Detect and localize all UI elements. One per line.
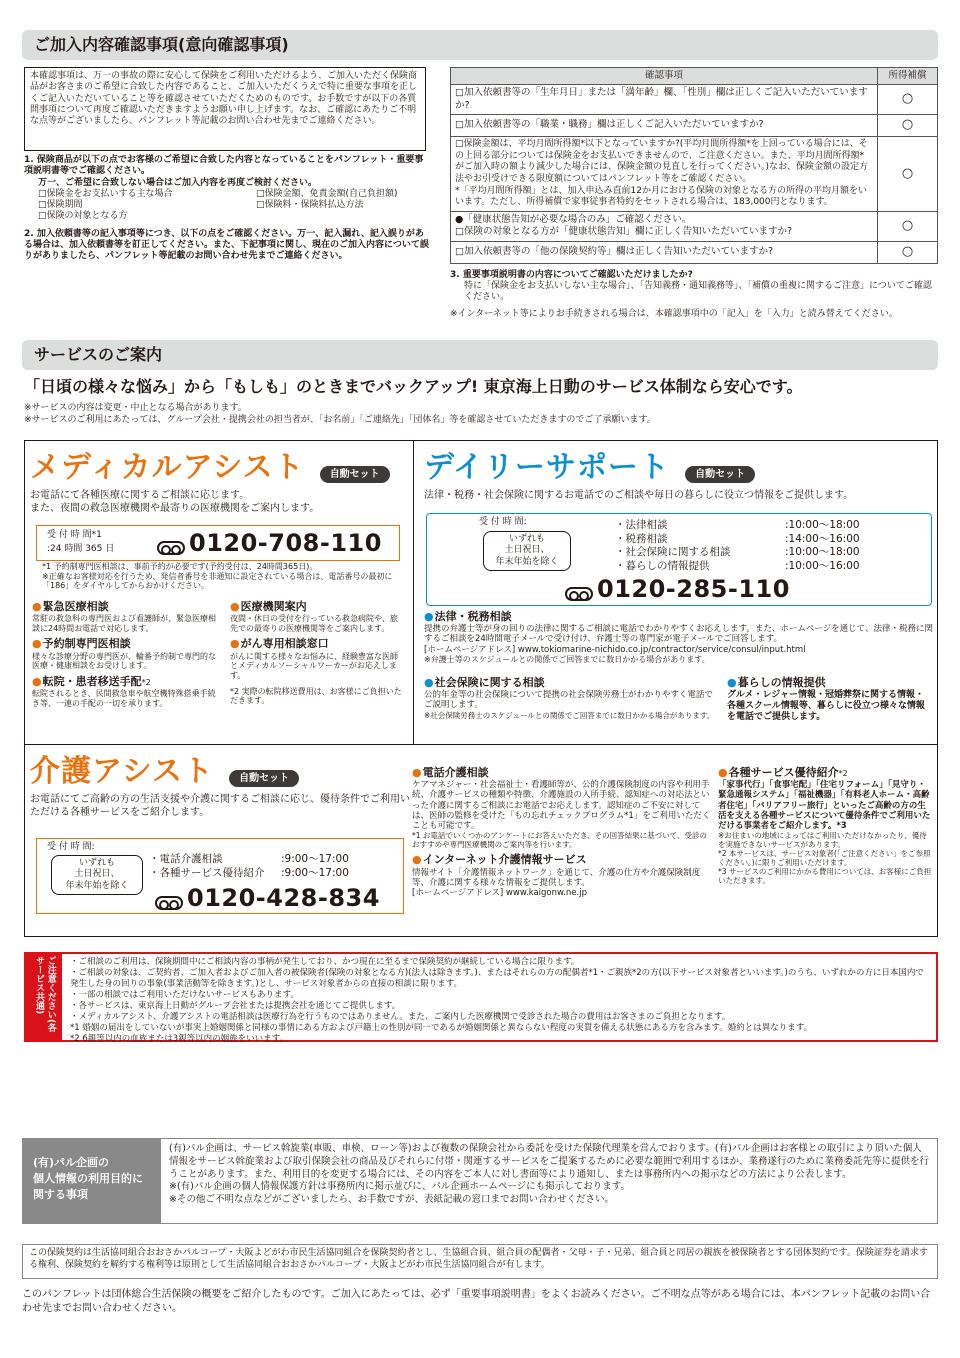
privacy-content [169,1143,931,1207]
medical-col-left [32,600,222,708]
medical-s1-body: 常駐の救急科の専門医および看護師が、緊急医療相談に24時間お電話で対応します。 [32,614,216,633]
item3-title: 3. 重要事項説明書の内容についてご確認いただけましたか? [450,269,693,280]
footer-pamphlet: このパンフレットは団体総合生活保険の概要をご紹介したものです。ご加入にあたっては、必ず「重要事項説明書」をよくお読みください。ご不明な点等がある場合には、本パンフレット記載のお問い合わせ先までお問い合わせください。 [22,1289,931,1314]
row-text: ●「健康状態告知が必要な場合のみ」ご確認ください。 □保険の対象となる方が「健康状態告知」欄に正しく告知いただいていますか? [451,212,878,242]
kaigo-line-name: ・電話介護相談 [149,853,223,865]
row-mark: ○ [878,241,938,263]
table-row [451,241,938,263]
medical-s3-body: 様々な診療分野の専門医が、輪番予約制で専門的な医療・健康相談をお受けします。 [32,651,216,671]
service-section-header: サービスのご案内 [22,340,938,370]
kaigo-hours-list [149,853,399,880]
freedial-icon [157,541,185,555]
caution-lines [70,957,932,1045]
medical-hours-box [36,525,400,561]
daily-title: デイリーサポート [424,450,670,485]
row-mark: ○ [878,85,938,115]
service-lead: 「日頃の様々な悩み」から「もしも」のときまでバックアップ! 東京海上日動のサービス体制なら安心です。 [24,377,803,396]
confirm-intro: 本確認事項は、万一の事故の際に安心して保険をご利用いただけるよう、ご加入いただく保険商品がお客さまのご希望に合致した内容であること、ご加入いただくうえで特に重要な事項を正しくご記入いただいていること等を確認させていただくためのものです。お手数ですが以下の各質問事項について再度ご確認いただきますようお願い申し上げます。なお、ご確認にあたりご不明な点等がございましたら、パンフレット等記載のお問い合わせ先までご連絡ください。 [30,71,418,126]
item1-title: 1. 保険商品が以下の点でお客様のご希望に合致した内容となっていることをパンフレット・重要事項説明書等でご確認ください。 [24,155,424,177]
table-row [451,136,938,211]
kaigo-assist [30,752,415,819]
daily-line-name: ・暮らしの情報提供 [615,559,710,572]
row-mark: ○ [878,212,938,242]
caution-line: ・ご相談のご利用は、保険期間中にご相談内容の事柄が発生しており、かつ現在に至るまで保険契約が継続している場合に限ります。 [70,957,580,967]
kaigo-line-time: :9:00〜17:00 [281,853,349,865]
check-item: □保険料・保険料払込方法 [256,200,364,210]
kaigo-s1-body: ケアマネジャー・社会福祉士・看護師等が、公的介護保険制度の内容や利用手続、介護サービスの種類や特徴、介護施設の入所手続、認知症への対応法といった介護に関するご相談にお電話でお応えします。認知症のご不安に対しては、医師の監修を受けた「もの忘れチェックプログラム*1」をご利用いただくことも可能です。 [412,780,711,832]
check-item: □保険金をお支払いする主な場合 [38,188,173,199]
row-mark: ○ [878,136,938,211]
privacy-box [22,1138,938,1224]
kaigo-line-time: :9:00〜17:00 [281,866,349,879]
col-header-item: 確認事項 [451,68,878,85]
medical-s1-title: ● 緊急医療相談 [32,600,222,614]
daily-auto-badge: 自動セット [685,466,755,483]
kaigo-s3-title: ● 各種サービス優待紹介 [718,766,839,779]
footer-contract-text: この保険契約は生活協同組合おおさかパルコープ・大阪よどがわ市民生活協同組合を保険契約者とし、生協組合員、組合員の配偶者・父母・子・兄弟、組合員と同居の親族を被保険者とする団体契約です。保険証券を請求する権利、保険契約を解約する権利等は原則として生活協同組合おおさかパルコープ・大阪よどがわ市民生活協同組合が有します。 [29,1248,928,1270]
kaigo-hours-label: 受 付 時 間: [47,842,95,852]
daily-line-name: ・税務相談 [615,532,668,545]
row-text: □保険金額は、平均月間所得額*以下となっていますか?(平均月間所得額*を上回っている場合には、その上回る部分については保険金をお支払いできませんので、ご注意ください。また、平均月間所得額*がご加入時の額より減少した場合には、保険金額の見直しを行ってください。)なお、保険金額の設定方法やお引受けできる限度額についてはパンフレット等をご確認ください。 *「平均月間所得額」とは、加入申込み直前12か月における保険の対象となる方の所得の平均月額をいいます。ただし、所得補償で家事従事者特約をセットされる場合は、183,000円となります。 [451,136,878,211]
caution-label: ご注意ください(各サービス共通) [34,956,56,1033]
medical-s5-mark: *2 [141,677,151,687]
privacy-label: (有)パル企画の 個人情報の利用目的に 関する事項 [23,1139,161,1223]
kaigo-auto-badge: 自動セット [229,770,299,787]
table-row [451,85,938,115]
daily-line-name: ・法律相談 [615,519,668,531]
daily-s2-title: ● 社会保険に関する相談 [424,676,719,690]
medical-desc: お電話にて各種医療に関するご相談に応じます。 また、夜間の救急医療機関や最寄りの医療機関をご案内します。 [30,490,320,514]
medical-hours-label: 受 付 時 間*1 [47,530,102,540]
kaigo-s1-title: ● 電話介護相談 [412,766,712,780]
daily-phone[interactable] [565,574,790,605]
kaigo-hours-except: いずれも 土日祝日、 年末年始を除く [51,855,143,895]
medical-s4-body: がんに関する様々なお悩みに、経験豊富な医師とメディカルソーシャルワーカーがお応えします。 [230,651,398,680]
table-row [451,212,938,242]
caution-line: ・各サービスは、東京海上日動がグループ会社または提携会社を通じてご提供します。 [70,1001,401,1012]
daily-hours-except: いずれも 土日祝日、 年末年始を除く [483,531,571,571]
daily-legal [424,610,934,664]
row-text: □加入依頼書等の「他の保険契約等」欄は正しく告知いただいていますか? [451,241,878,263]
daily-s3-title: ● 暮らしの情報提供 [727,676,932,690]
medical-s5-body: 転院されるとき、民間救急車や航空機特殊搭乗手続き等、一連の手配の一切を承ります。 [32,689,216,708]
check-item: □保険期間 [38,200,83,210]
confirm-items-left [24,155,429,262]
divider-horizontal [24,744,938,745]
service-note-1: ※サービスの内容は変更・中止となる場合があります。 [24,403,247,413]
footer-contract [22,1244,938,1279]
service-note-2: ※サービスのご利用にあたっては、グループ会社・提携会社の担当者が、「お名前」「ご連絡先」「団体名」等を確認させていただきますのでご了承願います。 [24,415,656,425]
privacy-note-1: ※(有)パル企画の個人情報保護方針は事務所内に掲示並びに、パル企画ホームページにも掲示しております。 [169,1181,630,1193]
row-mark: ○ [878,115,938,137]
medical-s2-title: ● 医療機関案内 [230,600,405,614]
row-text: □加入依頼書等の「生年月日」または「満年齢」欄、「性別」欄は正しくご記入いただいていますか? [451,85,878,115]
freedial-icon [565,587,593,601]
medical-s3-title: ● 予約制専門医相談 [32,637,222,651]
kaigo-tel[interactable]: 0120-428-834 [187,884,380,912]
daily-line-time: :10:00〜18:00 [785,519,860,531]
check-item: □保険の対象となる方 [38,211,128,222]
row-text: □加入依頼書等の「職業・職務」欄は正しくご記入いただいていますか? [451,115,878,137]
confirm-table [450,67,938,264]
kaigo-s3-body: 「家事代行」「食事宅配」「住宅リフォーム」「見守り・緊急通報システム」「福祉機器」「有料老人ホーム・高齢者住宅」「バリアフリー旅行」といったご高齢の方の生活を支える各種サービスについて優待条件でご利用いただける事業者をご紹介します。*3 [718,780,931,832]
medical-s5-title: ● 転院・患者移送手配 [32,675,142,688]
divider-vertical [413,440,414,744]
daily-s1-title: ● 法律・税務相談 [424,610,934,624]
confirm-table-wrap [450,67,938,321]
daily-support [424,448,934,502]
daily-hours-label: 受 付 時 間: [479,517,527,527]
table-header-row [451,68,938,85]
daily-s2-note: ※社会保険労務士のスケジュールとの関係でご回答までに数日かかる場合があります。 [424,710,715,720]
medical-s5-note: *2 実際の転院移送費用は、お客様にご負担いただきます。 [230,686,402,706]
daily-s1-body: 提携の弁護士等が身の回りの法律に関するご相談に電話でわかりやすくお応えします。また、ホームページを通じて、法律・税務に関するご相談を24時間電子メールで受け付け、弁護士等の専門家が電子メールでご回答します。 [424,624,933,645]
kaigo-s2-title: ● インターネット介護情報サービス [412,853,712,867]
item2: 2. 加入依頼書等の記入事項等につき、以下の点をご確認ください。万一、記入漏れ、記入誤りがある場合は、加入依頼書等を訂正してください。また、下記事項に関し、現在のご加入内容について誤りがありましたら、パンフレット等記載のお問い合わせ先までご連絡ください。 [24,228,429,261]
kaigo-s1-note: *1 お電話でいくつかのアンケートにお答えいただき、その回答結果に基づいて、受診のおすすめや専門医療機関のご案内等を行います。 [412,831,708,850]
privacy-body: (有)パル企画は、サービス斡旋業(車販、車検、ローン等)および複数の保険会社から委託を受けた保険代理業を営んでおります。(有)パル企画はお客様との取引により頂いた個人情報をサービス斡旋業および取引保険会社の商品及びそれらに付帯・関連するサービスをご提案するために必要な範囲で利用するほか、業務遂行のために業務委託先等に提供を行うことがあります。また、利用目的を変更する場合には、その内容をご本人に対し書面等により通知し、または事務所内への掲示などの方法により公表します。 [169,1143,930,1180]
caution-line: *1 婚姻の届出をしていないが事実上婚姻関係と同様の事情にある方および戸籍上の性別が同一であるが婚姻関係と異ならない程度の実質を備える状態にある方を含みます。婚約とは異なります。 [70,1023,813,1034]
col-header-income: 所得補償 [878,68,938,85]
daily-s1-url[interactable]: [ホームページアドレス] www.tokiomarine-nichido.co.jp/contractor/service/consul/input.html [424,644,806,655]
kaigo-s2-body: 情報サイト「介護情報ネットワーク」を通じて、介護の仕方や介護保険制度等、介護に関する様々な情報をご提供します。 [412,867,701,888]
medical-title: メディカルアシスト [30,450,305,485]
item1-checklist [24,189,429,223]
caution-line: *2 6親等以内の血族または3親等以内の姻族をいいます。 [70,1034,288,1045]
caution-line: ・一部の相談ではご利用いただけないサービスもあります。 [70,990,299,1001]
daily-line-time: :14:00〜16:00 [785,532,860,545]
medical-col-right [230,600,405,706]
medical-hours: :24 時間 365 日 [47,544,115,554]
daily-social [424,676,719,720]
kaigo-s2-url[interactable]: [ホームページアドレス] www.kaigonw.ne.jp [412,887,587,898]
medical-tel-notes: *1 予約制専門医相談は、事前予約が必要です(予約受付は、24時間365日)。 ※正確なお客様対応を行うため、発信者番号を非通知に設定されている場合は、電話番号の最初に「186」をダイヤルしてからおかけください。 [42,562,393,591]
daily-hours-box [426,513,932,606]
confirm-intro-box [24,67,426,151]
daily-tel[interactable]: 0120-285-110 [597,575,790,603]
caution-line: ・ご相談の対象は、ご契約者、ご加入者およびご加入者の被保険者(保険の対象となる方)(法人は除きます。)、またはそれらの方の配偶者*1・ご親族*2の方(以下サービス対象者といいます。)のうち、いずれかの方に日本国内で発生した身の回りの事象(事業活動等を除きます。)とし、サービス対象者からの直接の相談に限ります。 [70,968,924,990]
kaigo-s3-notes: ※お住まいの地域によってはご利用いただけなかったり、優待を実施できないサービスがあります。 *2 本サービスは、サービス対象者(「ご注意ください」をご参照ください。)に限りご利用いただけます。 *3 サービスのご利用にかかる費用については、お客様にご負担いただきます。 [718,831,932,886]
item1-sub: 万一、ご希望に合致しない場合はご加入内容を再度ご検討ください。 [38,177,318,188]
check-item: □保険金額、免責金額(自己負担額) [256,188,398,199]
kaigo-title: 介護アシスト [30,754,214,789]
daily-s3-body: グルメ・レジャー情報・冠婚葬祭に関する情報・各種スクール情報等、暮らしに役立つ様々な情報を電話でご提供します。 [727,690,925,722]
kaigo-line-name: ・各種サービス優待紹介 [149,866,265,879]
kaigo-s3-mark: *2 [838,769,848,778]
kaigo-col-right [718,766,934,885]
daily-desc: 法律・税務・社会保険に関するお電話でのご相談や毎日の暮らしに役立つ情報をご提供します。 [424,490,854,501]
caution-line: ・メディカルアシスト、介護アシストの電話相談は医療行為を行うものではありません。また、ご案内した医療機関で受診された場合の費用はお客さまのご負担となります。 [70,1012,731,1023]
privacy-note-2: ※その他ご不明な点などがございましたら、お手数ですが、表紙記載の窓口までお問い合わせください。 [169,1194,614,1206]
daily-line-time: :10:00〜16:00 [785,559,860,572]
table-row [451,115,938,137]
medical-auto-badge: 自動セット [320,466,390,483]
confirm-section-header: ご加入内容確認事項(意向確認事項) [22,30,938,60]
medical-assist [30,448,410,515]
freedial-icon [155,896,183,910]
daily-line-name: ・社会保険に関する相談 [615,546,731,559]
kaigo-col-mid [412,766,712,898]
kaigo-phone[interactable] [155,883,380,914]
caution-box [24,952,938,1045]
daily-s1-note: ※弁護士等のスケジュールとの関係でご回答までに数日かかる場合があります。 [424,654,710,664]
daily-lifeinfo [727,676,932,723]
daily-line-time: :10:00〜18:00 [785,546,860,559]
daily-s2-body: 公的年金等の社会保険について提携の社会保険労務士がわかりやすく電話でご説明します。 [424,690,713,711]
internet-note: ※インターネット等によりお手続きされる場合は、本確認事項中の「記入」を「入力」と読み替えてください。 [450,309,898,320]
item3-body: 特に「保険金をお支払いしない主な場合」、「告知義務・通知義務等」、「補償の重複に関するご注意」についてご確認ください。 [464,280,932,303]
medical-s2-body: 夜間・休日の受付を行っている救急病院や、旅先での最寄りの医療機関等をご案内します。 [230,614,398,633]
kaigo-desc: お電話にてご高齢の方の生活支援や介護に関するご相談に応じ、優待条件でご利用いただける各種サービスをご紹介します。 [30,794,410,818]
medical-phone[interactable] [157,528,382,559]
daily-hours-list [615,519,915,574]
medical-s4-title: ● がん専用相談窓口 [230,637,405,651]
medical-tel[interactable]: 0120-708-110 [189,529,382,557]
kaigo-hours-box [36,838,404,914]
